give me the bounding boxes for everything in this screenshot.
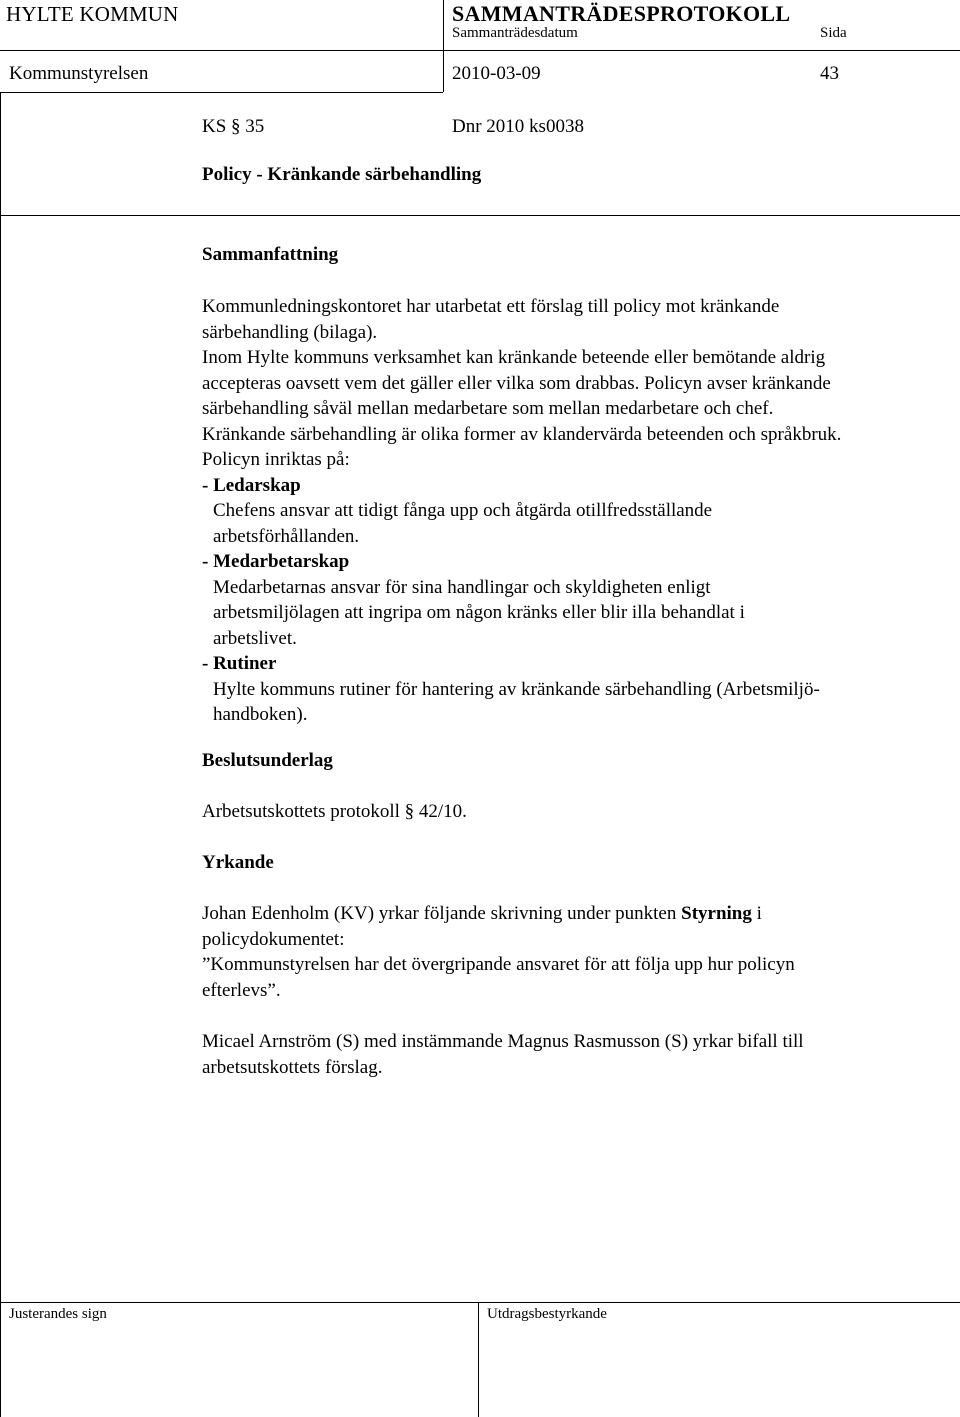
organization-name: HYLTE KOMMUN — [6, 2, 179, 26]
focus-area-line: handboken). — [213, 704, 308, 725]
summary-line: Policyn inriktas på: — [202, 449, 350, 470]
left-margin-line — [0, 92, 1, 1417]
header-divider-vertical — [443, 0, 444, 92]
focus-area-line: Hylte kommuns rutiner för hantering av kränkande särbehandling (Arbetsmiljö- — [213, 678, 820, 700]
basis-text: Arbetsutskottets protokoll § 42/10. — [202, 801, 467, 822]
summary-line: accepteras oavsett vem det gäller eller vilka som drabbas. Policyn avser kränkande — [202, 372, 831, 394]
summary-line: särbehandling (bilaga). — [202, 321, 378, 343]
summary-line: Inom Hylte kommuns verksamhet kan kränkande beteende eller bemötande aldrig — [202, 347, 826, 368]
focus-area-line: arbetslivet. — [213, 627, 297, 649]
focus-area-title: - Ledarskap — [202, 474, 301, 496]
focus-area-title: - Medarbetarskap — [202, 551, 350, 572]
motion-1-quote-line-2: efterlevs”. — [202, 979, 281, 1001]
focus-area-line: Chefens ansvar att tidigt fånga upp och åtgärda otillfredsställande — [213, 500, 713, 521]
motion-1-emphasis: Styrning — [681, 903, 752, 924]
diary-number: Dnr 2010 ks0038 — [452, 116, 584, 137]
motion-1-line-2: policydokumentet: — [202, 928, 345, 950]
motion-2-line-1: Micael Arnström (S) med instämmande Magnus Rasmusson (S) yrkar bifall till — [202, 1031, 804, 1052]
summary-paragraph — [202, 294, 942, 728]
motion-1-text: Johan Edenholm (KV) yrkar följande skrivning under punkten — [202, 903, 682, 924]
summary-line: Kränkande särbehandling är olika former av klandervärda beteenden och språkbruk. — [202, 423, 842, 445]
summary-heading: Sammanfattning — [202, 244, 339, 265]
adjuster-sign-label: Justerandes sign — [9, 1306, 107, 1322]
focus-area-line: Medarbetarnas ansvar för sina handlingar och skyldigheten enligt — [213, 576, 711, 598]
meeting-date: 2010-03-09 — [452, 63, 541, 84]
motion-1-quote-line-1: ”Kommunstyrelsen har det övergripande ansvaret för att följa upp hur policyn — [202, 954, 795, 975]
motion-2-line-2: arbetsutskottets förslag. — [202, 1056, 383, 1078]
committee-name: Kommunstyrelsen — [9, 63, 149, 84]
focus-area-line: arbetsmiljölagen att ingripa om någon kränks eller blir illa behandlat i — [213, 602, 745, 623]
page-number: 43 — [820, 63, 839, 84]
item-number: KS § 35 — [202, 116, 265, 137]
meeting-date-label: Sammanträdesdatum — [452, 25, 578, 41]
header-divider-bottom — [0, 92, 443, 93]
header-divider-top — [0, 50, 960, 51]
extract-certification-label: Utdragsbestyrkande — [487, 1306, 607, 1322]
item-title: Policy - Kränkande särbehandling — [202, 164, 482, 185]
footer-divider — [0, 1302, 960, 1303]
motion-1-paragraph — [202, 901, 942, 1003]
focus-area-title: - Rutiner — [202, 653, 277, 674]
item-divider — [0, 215, 960, 216]
motion-1-text-end: i — [751, 903, 762, 924]
footer-divider-vertical — [478, 1302, 479, 1417]
motion-heading: Yrkande — [202, 852, 274, 873]
page-label: Sida — [820, 25, 847, 41]
motion-1-line-1 — [202, 901, 942, 927]
summary-line: Kommunledningskontoret har utarbetat ett förslag till policy mot kränkande — [202, 296, 780, 317]
basis-heading: Beslutsunderlag — [202, 750, 333, 771]
summary-line: särbehandling såväl mellan medarbetare som mellan medarbetare och chef. — [202, 398, 774, 419]
focus-area-line: arbetsförhållanden. — [213, 525, 360, 547]
motion-2-paragraph — [202, 1029, 942, 1080]
document-type: SAMMANTRÄDESPROTOKOLL — [452, 1, 791, 26]
